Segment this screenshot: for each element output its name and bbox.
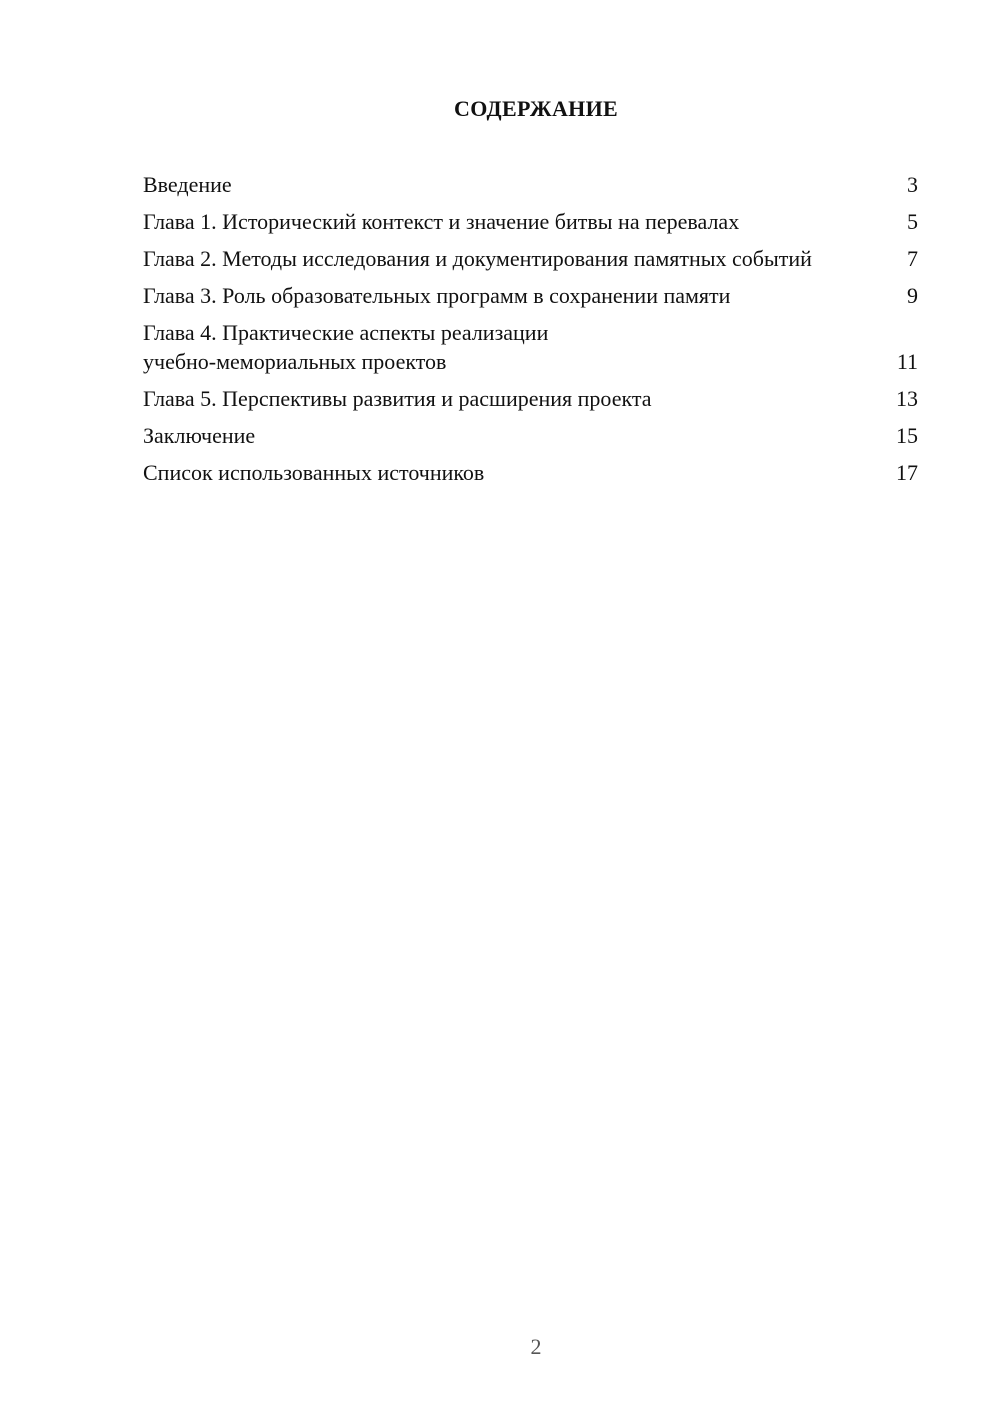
page-number: 2 (530, 1334, 542, 1359)
toc-entry-chapter-1 (143, 207, 918, 236)
toc-entry-label: Глава 5. Перспективы развития и расширения проекта (143, 386, 652, 411)
toc-entry-page: 3 (907, 172, 918, 197)
toc-entry-page: 11 (896, 349, 918, 374)
toc-entry-label: Список использованных источников (143, 460, 485, 485)
table-of-contents (143, 170, 918, 495)
toc-entry-label: Глава 1. Исторический контекст и значение битвы на перевалах (143, 209, 740, 234)
toc-entry-page: 13 (896, 386, 918, 411)
toc-entry-conclusion (143, 421, 918, 450)
toc-entry-chapter-3 (143, 281, 918, 310)
toc-entry-page: 9 (907, 283, 918, 308)
toc-entry-label: Глава 2. Методы исследования и документирования памятных событий (143, 246, 812, 271)
toc-entry-introduction (143, 170, 918, 199)
toc-entry-page: 7 (907, 246, 918, 271)
toc-entry-label: Введение (143, 172, 232, 197)
toc-entry-page: 5 (907, 209, 918, 234)
toc-entry-references (143, 458, 918, 487)
toc-entry-label: Заключение (143, 423, 256, 448)
toc-entry-chapter-4 (143, 318, 918, 376)
toc-entry-chapter-2 (143, 244, 918, 273)
toc-entry-label: Глава 3. Роль образовательных программ в сохранении памяти (143, 283, 731, 308)
toc-entry-chapter-5 (143, 384, 918, 413)
toc-entry-page: 15 (896, 423, 918, 448)
toc-entry-page: 17 (896, 460, 918, 485)
toc-entry-label: Глава 4. Практические аспекты реализации учебно-мемориальных проектов (143, 320, 549, 374)
page-title: СОДЕРЖАНИЕ (454, 96, 618, 121)
